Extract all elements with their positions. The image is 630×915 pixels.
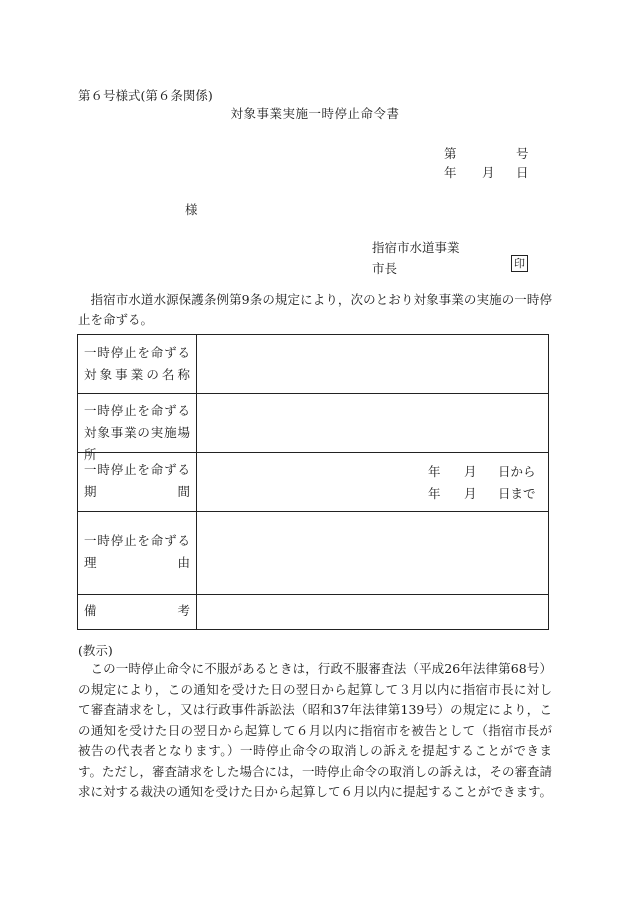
row-label-line: 備考 [84, 603, 190, 618]
row-label-line: 一時停止を命ずる [84, 462, 190, 477]
row-label [84, 600, 190, 622]
date-day: 日 [516, 165, 529, 180]
row-label-line: 理由 [84, 555, 190, 570]
addressee-honorific: 様 [185, 202, 198, 217]
table-row-reason [78, 511, 548, 595]
issuer-organization: 指宿市水道事業 [372, 240, 460, 255]
row-label-line: 対象事業の実施場所 [84, 425, 190, 462]
table-row-project-name [78, 335, 548, 394]
order-table [77, 334, 549, 630]
row-label-line: 一時停止を命ずる [84, 403, 190, 418]
period-from-month: 月 [464, 464, 477, 479]
notice-paragraph: この一時停止命令に不服があるときは，行政不服審査法（平成26年法律第68号）の規定により，この通知を受けた日の翌日から起算して３月以内に指宿市長に対して審査請求をし，又は行政事件訴訟法（昭和37年法律第139号）の規定により，この通知を受けた日の翌日から起算して６月以内に指宿市を被告として（指宿市長が被告の代表者となります。）一時停止命令の取消しの訴えを提起することができます。ただし，審査請求をした場合には，一時停止命令の取消しの訴えは，その審査請求に対する裁決の通知を受けた日から起算して６月以内に提起することができます。 [78, 661, 553, 799]
row-label [84, 530, 190, 574]
row-label-line: 期間 [84, 484, 190, 499]
form-number: 第６号様式(第６条関係) [78, 88, 213, 103]
period-to-year: 年 [428, 486, 441, 501]
body-paragraph: 指宿市水道水源保護条例第9条の規定により，次のとおり対象事業の実施の一時停止を命ずる。 [78, 292, 552, 327]
doc-number-suffix: 号 [516, 146, 529, 161]
row-label [84, 342, 190, 386]
table-row-remarks [78, 594, 548, 629]
period-to-month: 月 [464, 486, 477, 501]
date-month: 月 [482, 165, 495, 180]
notice-heading: (教示) [78, 643, 113, 658]
doc-number-prefix: 第 [444, 146, 457, 161]
document-title: 対象事業実施一時停止命令書 [230, 106, 400, 121]
period-from-year: 年 [428, 464, 441, 479]
row-label [84, 459, 190, 503]
period-to-day: 日まで [498, 486, 536, 501]
row-label-line: 一時停止を命ずる [84, 345, 190, 360]
period-from-day: 日から [498, 464, 536, 479]
table-row-period [78, 452, 548, 512]
row-label-line: 対象事業の名称 [84, 367, 190, 382]
table-row-project-location [78, 393, 548, 462]
issuer-title: 市長 [372, 261, 398, 276]
row-label-line: 一時停止を命ずる [84, 533, 190, 548]
seal-mark: 印 [511, 255, 528, 272]
date-year: 年 [444, 165, 457, 180]
